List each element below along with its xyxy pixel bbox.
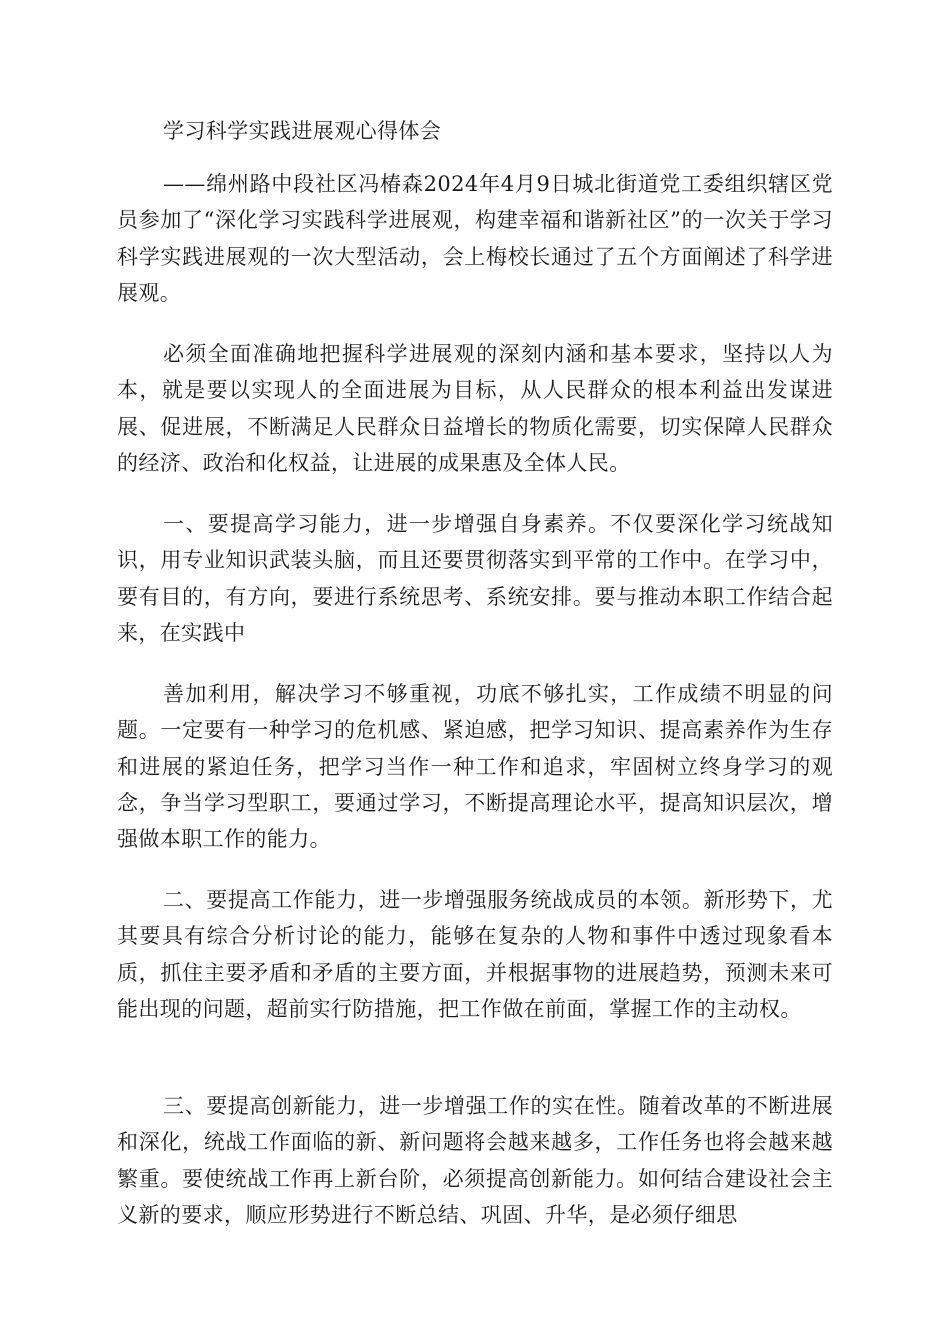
- body-paragraph: 善加利用，解决学习不够重视，功底不够扎实，工作成绩不明显的问题。一定要有一种学习的危机感、紧迫感，把学习知识、提高素养作为生存和进展的紧迫任务，把学习当作一种工作和追求，牢固树立终身学习的观念，争当学习型职工，要通过学习，不断提高理论水平，提高知识层次，增强做本职工作的能力。: [117, 682, 833, 852]
- body-paragraph: 必须全面准确地把握科学进展观的深刻内涵和基本要求，坚持以人为本，就是要以实现人的全面进展为目标，从人民群众的根本利益出发谋进展、促进展，不断满足人民群众日益增长的物质化需要，切实保障人民群众的经济、政治和化权益，让进展的成果惠及全体人民。: [117, 342, 833, 475]
- body-paragraph: 三、要提高创新能力，进一步增强工作的实在性。随着改革的不断进展和深化，统战工作面临的新、新问题将会越来越多，工作任务也将会越来越繁重。要使统战工作再上新台阶，必须提高创新能力。如何结合建设社会主义新的要求，顺应形势进行不断总结、巩固、升华，是必须仔细思: [117, 1094, 833, 1227]
- body-paragraph: 二、要提高工作能力，进一步增强服务统战成员的本领。新形势下，尤其要具有综合分析讨论的能力，能够在复杂的人物和事件中透过现象看本质，抓住主要矛盾和矛盾的主要方面，并根据事物的进展趋势，预测未来可能出现的问题，超前实行防措施，把工作做在前面，掌握工作的主动权。: [117, 888, 833, 1021]
- document-title: 学习科学实践进展观心得体会: [163, 119, 442, 143]
- intro-paragraph: ——绵州路中段社区冯椿森2024年4月9日城北街道党工委组织辖区党员参加了“深化学习实践科学进展观，构建幸福和谐新社区”的一次关于学习科学实践进展观的一次大型活动，会上梅校长通过了五个方面阐述了科学进展观。: [117, 172, 833, 305]
- body-paragraph: 一、要提高学习能力，进一步增强自身素养。不仅要深化学习统战知识，用专业知识武装头脑，而且还要贯彻落实到平常的工作中。在学习中，要有目的，有方向，要进行系统思考、系统安排。要与推动本职工作结合起来，在实践中: [117, 512, 833, 645]
